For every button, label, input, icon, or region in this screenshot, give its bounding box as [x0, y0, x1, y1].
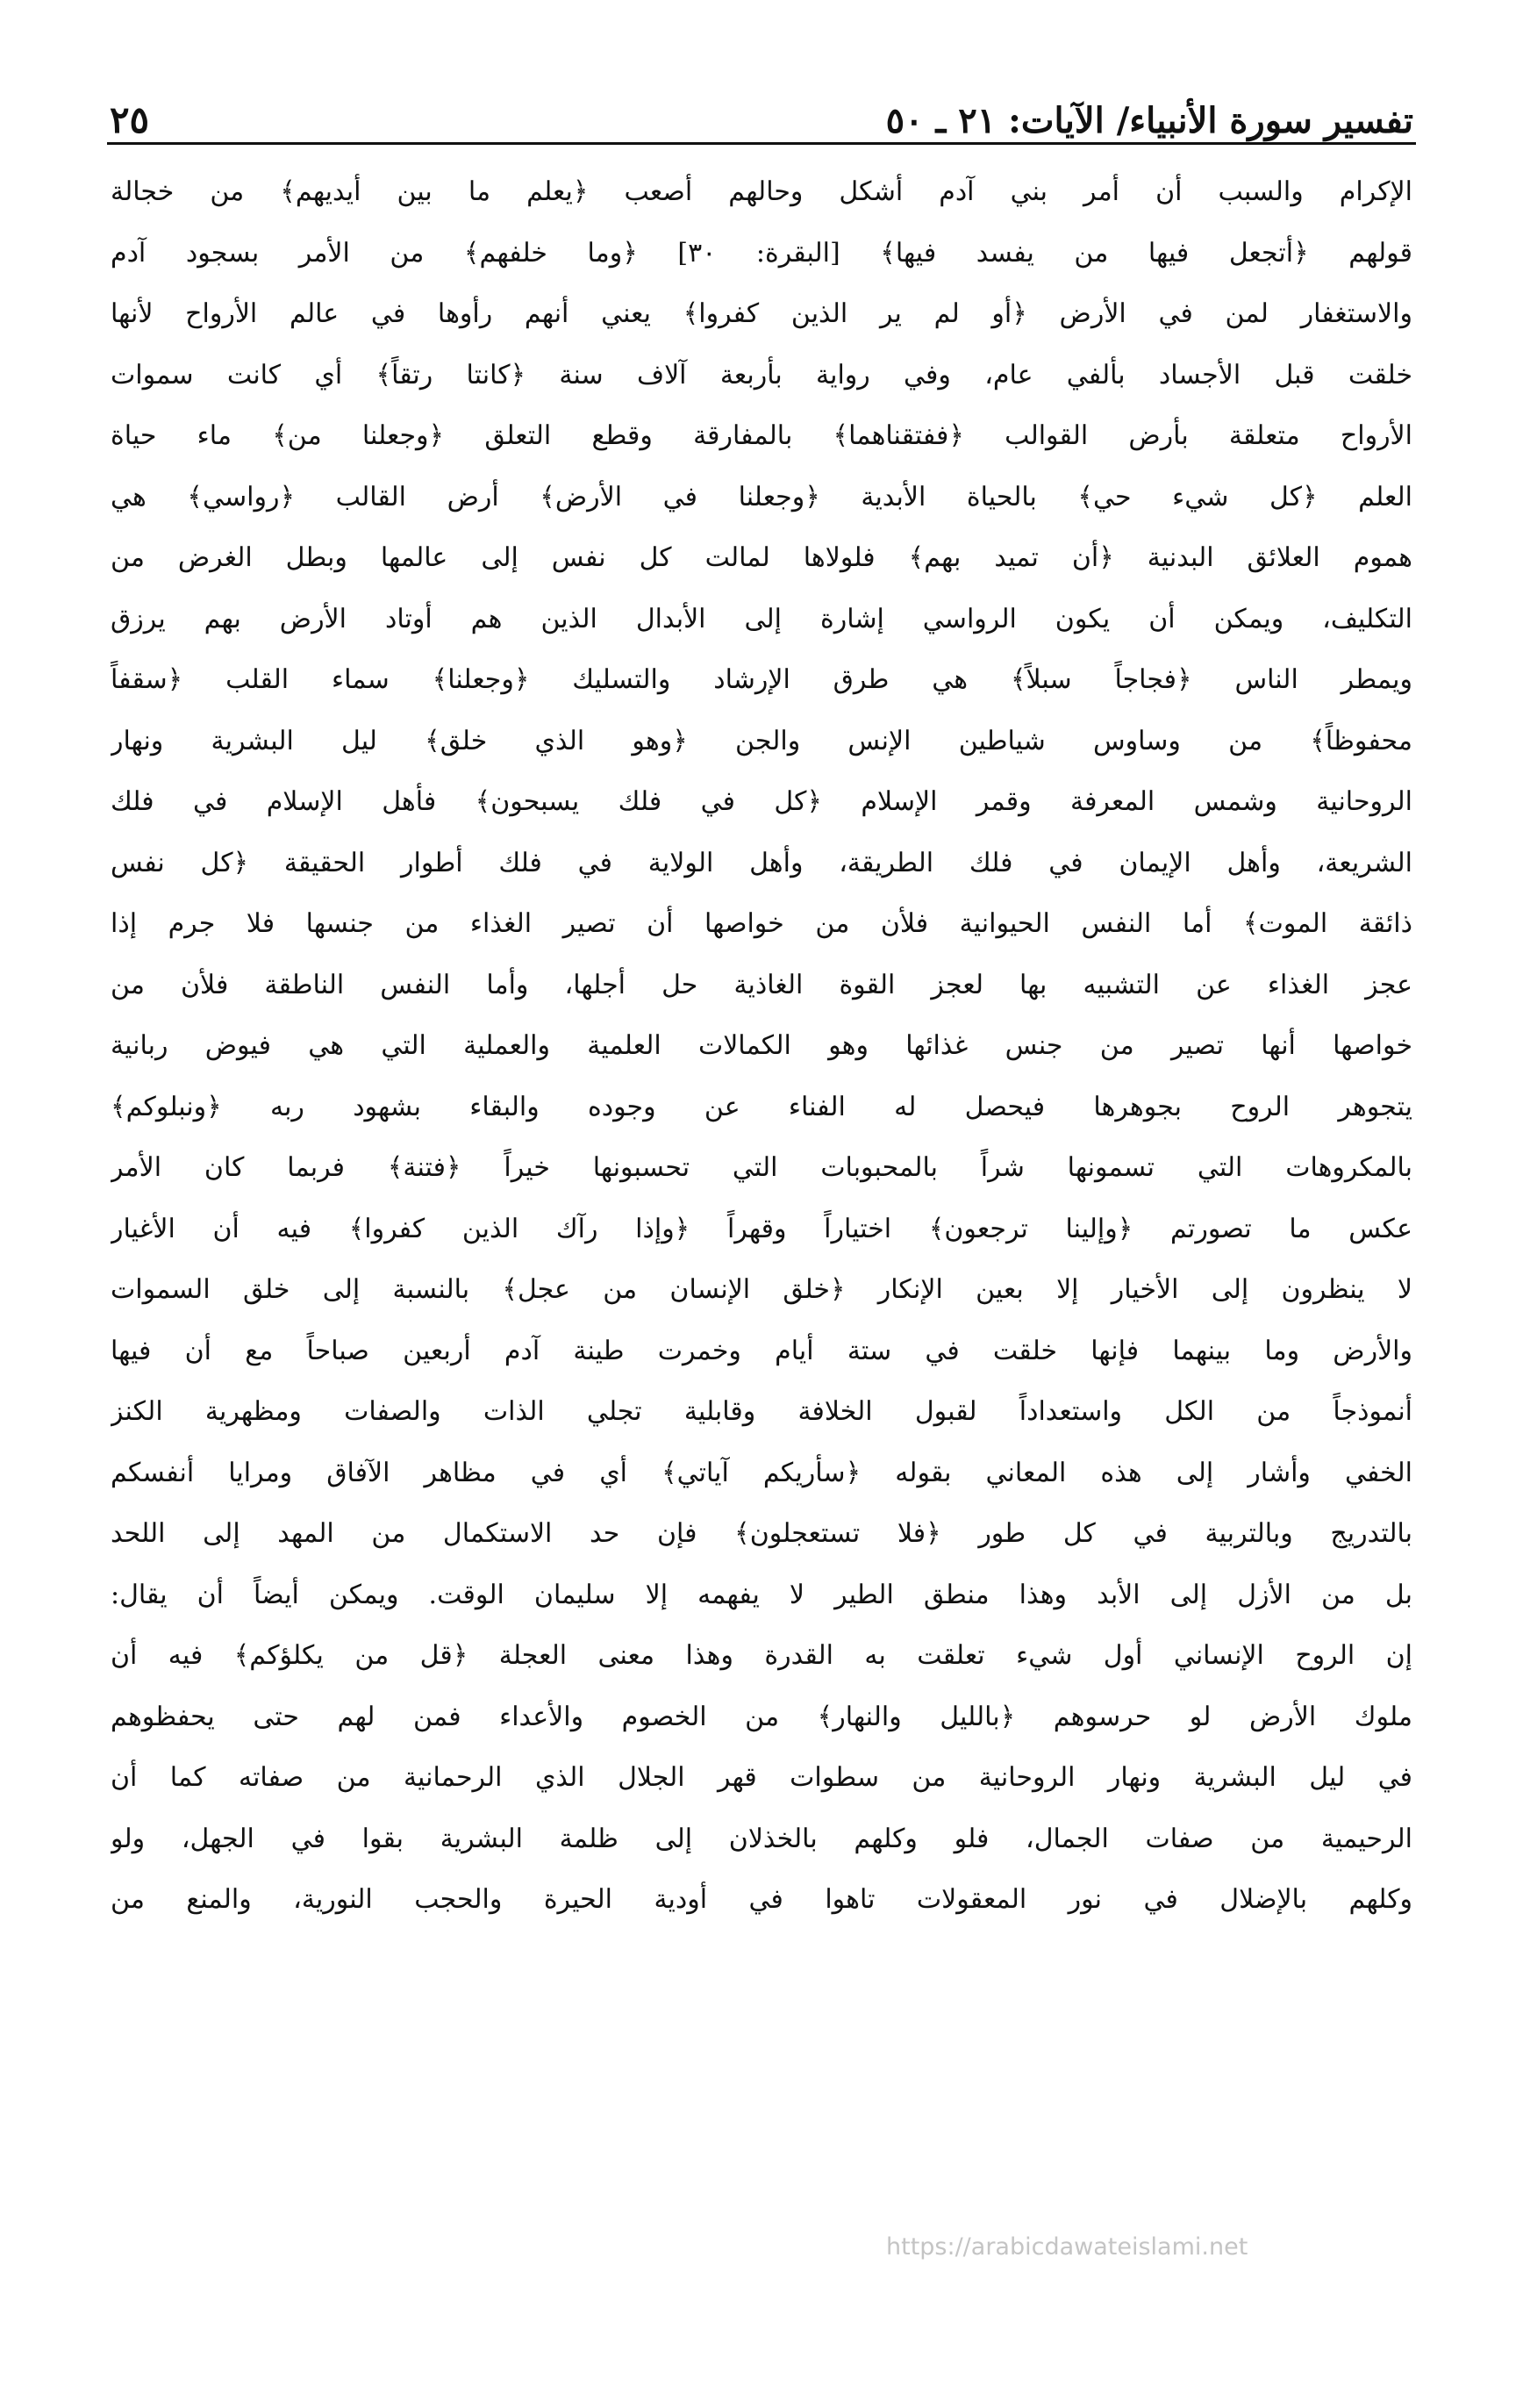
text-line: العلم ﴿كل شيء حي﴾ بالحياة الأبدية ﴿وجعلنا في الأرض﴾ أرض القالب ﴿رواسي﴾ هي — [111, 481, 1412, 512]
text-line: بل من الأزل إلى الأبد وهذا منطق الطير لا يفهمه إلا سليمان الوقت. ويمكن أيضاً أن يقال: — [111, 1579, 1412, 1610]
header-divider — [107, 142, 1416, 145]
text-line: محفوظاً﴾ من وساوس شياطين الإنس والجن ﴿وهو الذي خلق﴾ ليل البشرية ونهار — [111, 725, 1412, 756]
text-line: التكليف، ويمكن أن يكون الرواسي إشارة إلى الأبدال الذين هم أوتاد الأرض بهم يرزق — [111, 603, 1412, 634]
text-line: ويمطر الناس ﴿فجاجاً سبلاً﴾ هي طرق الإرشاد والتسليك ﴿وجعلنا﴾ سماء القلب ﴿سقفاً — [111, 664, 1412, 695]
text-line: الروحانية وشمس المعرفة وقمر الإسلام ﴿كل في فلك يسبحون﴾ فأهل الإسلام في فلك — [111, 786, 1412, 817]
text-line: ملوك الأرض لو حرسوهم ﴿بالليل والنهار﴾ من الخصوم والأعداء فمن لهم حتى يحفظوهم — [111, 1701, 1412, 1732]
text-line: والأرض وما بينهما فإنها خلقت في ستة أيام وخمرت طينة آدم أربعين صباحاً مع أن فيها — [111, 1335, 1412, 1366]
text-line: خواصها أنها تصير من جنس غذائها وهو الكمالات العلمية والعملية التي هي فيوض ربانية — [111, 1030, 1412, 1061]
text-line: أنموذجاً من الكل واستعداداً لقبول الخلافة وقابلية تجلي الذات والصفات ومظهرية الكنز — [111, 1396, 1412, 1427]
text-line: في ليل البشرية ونهار الروحانية من سطوات قهر الجلال الذي الرحمانية من صفاته كما أن — [111, 1762, 1412, 1793]
text-line: هموم العلائق البدنية ﴿أن تميد بهم﴾ فلولاها لمالت كل نفس إلى عالمها وبطل الغرض من — [111, 542, 1412, 573]
text-line: الشريعة، وأهل الإيمان في فلك الطريقة، وأهل الولاية في فلك أطوار الحقيقة ﴿كل نفس — [111, 847, 1412, 878]
text-line: ذائقة الموت﴾ أما النفس الحيوانية فلأن من خواصها أن تصير الغذاء من جنسها فلا جرم إذا — [111, 908, 1412, 939]
text-line: الخفي وأشار إلى هذه المعاني بقوله ﴿سأريكم آياتي﴾ أي في مظاهر الآفاق ومرايا أنفسكم — [111, 1457, 1412, 1488]
running-title: تفسير سورة الأنبياء/ الآيات: ٢١ ـ ٥٠ — [885, 100, 1413, 141]
text-line: بالتدريج وبالتربية في كل طور ﴿فلا تستعجلون﴾ فإن حد الاستكمال من المهد إلى اللحد — [111, 1518, 1412, 1549]
text-line: إن الروح الإنساني أول شيء تعلقت به القدرة وهذا معنى العجلة ﴿قل من يكلؤكم﴾ فيه أن — [111, 1640, 1412, 1671]
text-line: الأرواح متعلقة بأرض القوالب ﴿ففتقناهما﴾ بالمفارقة وقطع التعلق ﴿وجعلنا من﴾ ماء حياة — [111, 420, 1412, 451]
text-line: لا ينظرون إلى الأخيار إلا بعين الإنكار ﴿خلق الإنسان من عجل﴾ بالنسبة إلى خلق السموات — [111, 1274, 1412, 1305]
body-text — [111, 161, 1412, 1931]
text-line: يتجوهر الروح بجوهرها فيحصل له الفناء عن وجوده والبقاء بشهود ربه ﴿ونبلوكم﴾ — [111, 1091, 1412, 1122]
text-line: والاستغفار لمن في الأرض ﴿أو لم ير الذين كفروا﴾ يعني أنهم رأوها في عالم الأرواح لأنها — [111, 298, 1412, 329]
text-line: الإكرام والسبب أن أمر بني آدم أشكل وحالهم أصعب ﴿يعلم ما بين أيديهم﴾ من خجالة — [111, 176, 1412, 207]
text-line: خلقت قبل الأجساد بألفي عام، وفي رواية بأربعة آلاف سنة ﴿كانتا رتقاً﴾ أي كانت سموات — [111, 359, 1412, 391]
page-number: ٢٥ — [110, 98, 150, 141]
text-line: عكس ما تصورتم ﴿وإلينا ترجعون﴾ اختياراً وقهراً ﴿وإذا رآك الذين كفروا﴾ فيه أن الأغيار — [111, 1213, 1412, 1244]
text-line: بالمكروهات التي تسمونها شراً بالمحبوبات التي تحسبونها خيراً ﴿فتنة﴾ فربما كان الأمر — [111, 1152, 1412, 1183]
text-line: وكلهم بالإضلال في نور المعقولات تاهوا في أودية الحيرة والحجب النورية، والمنع من — [111, 1884, 1412, 1915]
source-watermark: https://arabicdawateislami.net — [886, 2233, 1248, 2261]
running-header — [110, 84, 1413, 139]
text-line: الرحيمية من صفات الجمال، فلو وكلهم بالخذلان إلى ظلمة البشرية بقوا في الجهل، ولو — [111, 1823, 1412, 1854]
text-line: عجز الغذاء عن التشبيه بها لعجز القوة الغاذية حل أجلها، وأما النفس الناطقة فلأن من — [111, 969, 1412, 1000]
text-line: قولهم ﴿أتجعل فيها من يفسد فيها﴾ [البقرة: ٣٠] ﴿وما خلفهم﴾ من الأمر بسجود آدم — [111, 237, 1412, 269]
